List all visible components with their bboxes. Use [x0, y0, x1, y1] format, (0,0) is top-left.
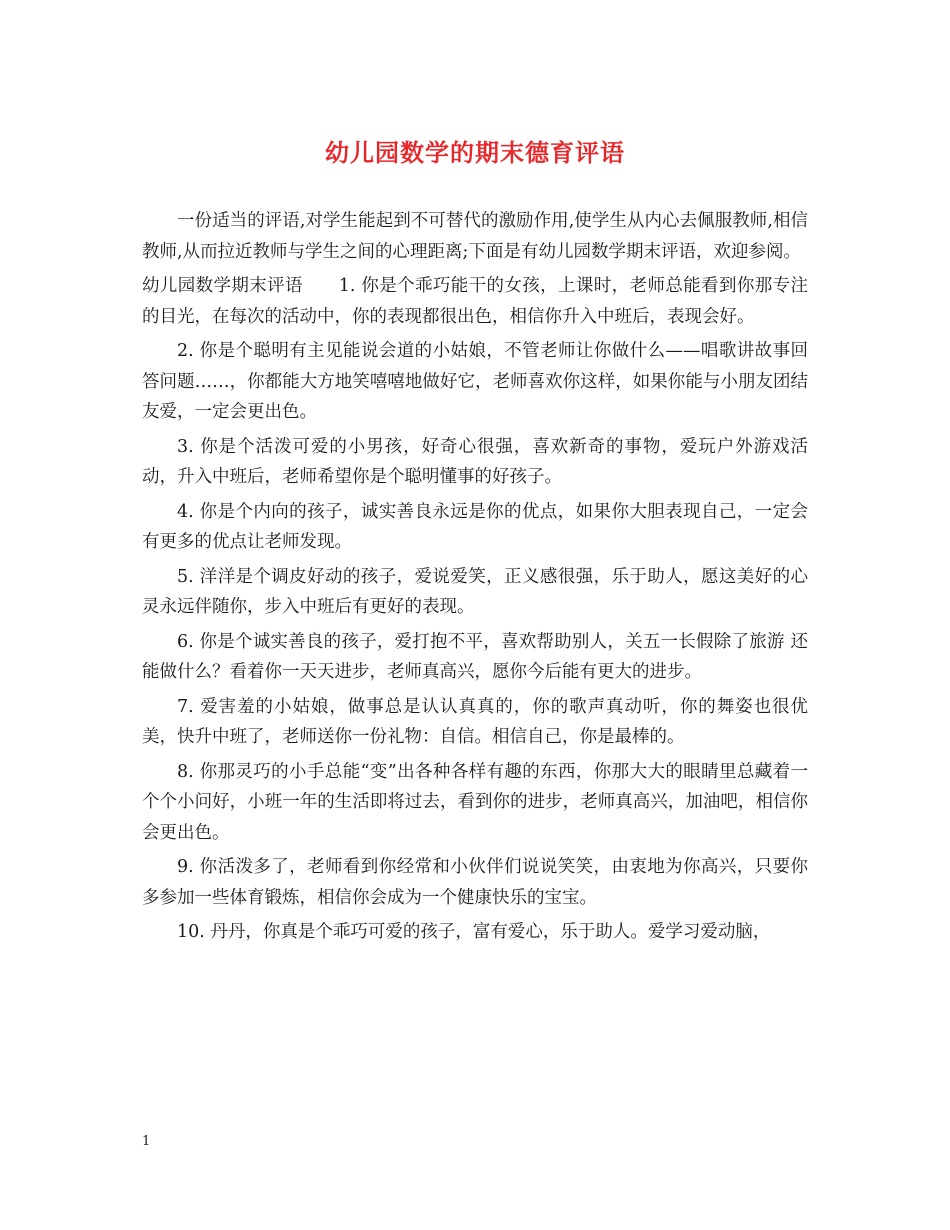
comment-paragraph-4: 4. 你是个内向的孩子，诚实善良永远是你的优点，如果你大胆表现自己，一定会有更多的优点让老师发现。	[142, 501, 808, 552]
comment-paragraph-9: 9. 你活泼多了，老师看到你经常和小伙伴们说说笑笑，由衷地为你高兴，只要你多参加一些体育锻炼，相信你会成为一个健康快乐的宝宝。	[142, 857, 808, 908]
comment-paragraph-6: 6. 你是个诚实善良的孩子，爱打抱不平，喜欢帮助别人，关五一长假除了旅游 还能做什么？看着你一天天进步，老师真高兴，愿你今后能有更大的进步。	[142, 631, 808, 682]
comment-paragraph-5: 5. 洋洋是个调皮好动的孩子，爱说爱笑，正义感很强，乐于助人，愿这美好的心灵永远伴随你，步入中班后有更好的表现。	[142, 566, 808, 617]
document-title: 幼儿园数学的期末德育评语	[325, 138, 625, 167]
comment-paragraph-3: 3. 你是个活泼可爱的小男孩，好奇心很强，喜欢新奇的事物，爱玩户外游戏活动，升入中班后，老师希望你是个聪明懂事的好孩子。	[142, 436, 808, 487]
comment-paragraph-8: 8. 你那灵巧的小手总能“变”出各种各样有趣的东西，你那大大的眼睛里总藏着一个个小问好，小班一年的生活即将过去，看到你的进步，老师真高兴，加油吧，相信你会更出色。	[142, 761, 808, 843]
comment-paragraph-10: 10. 丹丹，你真是个乖巧可爱的孩子，富有爱心，乐于助人。爱学习爱动脑，	[177, 922, 771, 942]
section-heading-paragraph: 幼儿园数学期末评语 1. 你是个乖巧能干的女孩，上课时，老师总能看到你那专注的目光，在每次的活动中，你的表现都很出色，相信你升入中班后，表现会好。	[142, 276, 808, 327]
comment-paragraph-7: 7. 爱害羞的小姑娘，做事总是认认真真的，你的歌声真动听，你的舞姿也很优美，快升中班了，老师送你一份礼物：自信。相信自己，你是最棒的。	[142, 696, 808, 747]
page-number: 1	[142, 1134, 151, 1149]
document-body	[142, 206, 808, 952]
comment-paragraph-2: 2. 你是个聪明有主见能说会道的小姑娘，不管老师让你做什么——唱歌讲故事回答问题……，你都能大方地笑嘻嘻地做好它，老师喜欢你这样，如果你能与小朋友团结友爱，一定会更出色。	[142, 341, 808, 422]
intro-paragraph: 一份适当的评语,对学生能起到不可替代的激励作用,使学生从内心去佩服教师,相信教师,从而拉近教师与学生之间的心理距离;下面是有幼儿园数学期末评语，欢迎参阅。	[142, 211, 808, 262]
